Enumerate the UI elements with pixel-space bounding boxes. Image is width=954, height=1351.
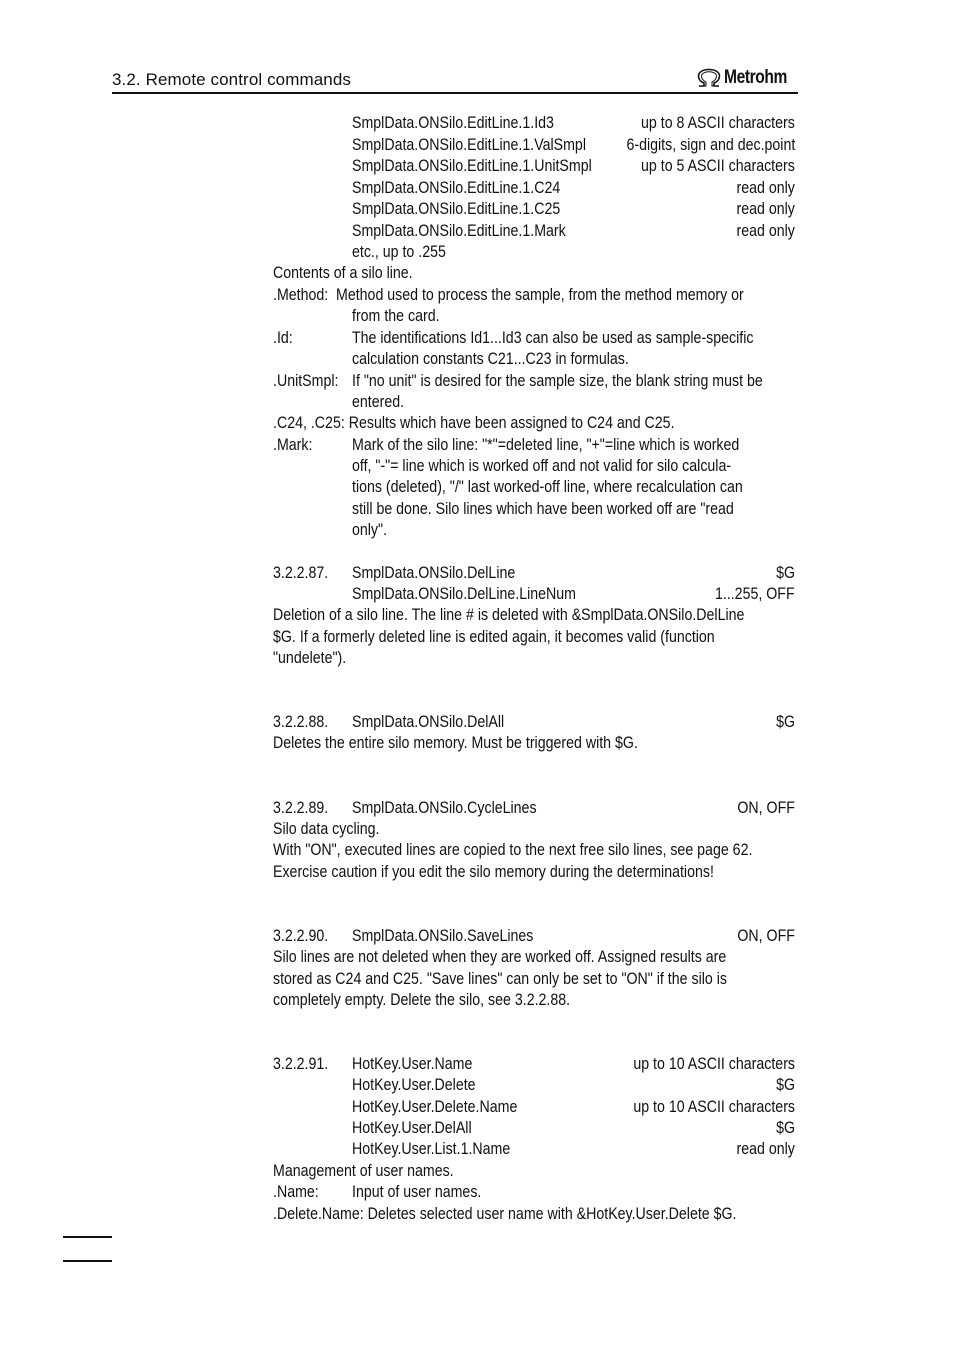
section-number-91: 3.2.2.91. bbox=[273, 1054, 329, 1073]
unitsmpl-text-2: entered. bbox=[352, 393, 405, 411]
val-editline-mark: read only bbox=[736, 221, 795, 240]
cmd-editline-unitsmpl: SmplData.ONSilo.EditLine.1.UnitSmpl bbox=[352, 157, 592, 175]
val-delline-linenum: 1...255, OFF bbox=[715, 585, 795, 603]
s90-text-3: completely empty. Delete the silo, see 3.2.2.88. bbox=[273, 991, 571, 1009]
mark-text-2: off, "-"= line which is worked off and not valid for silo calcula- bbox=[352, 457, 732, 475]
method-text-1: Method used to process the sample, from the method memory or bbox=[336, 285, 744, 304]
unitsmpl-text-1: If "no unit" is desired for the sample size, the blank string must be bbox=[352, 371, 763, 390]
mark-text-3: tions (deleted), "/" last worked-off line, where recalculation can bbox=[352, 478, 743, 496]
mark-text-1: Mark of the silo line: "*"=deleted line, "+"=line which is worked bbox=[352, 435, 740, 454]
brand-name: Metrohm bbox=[724, 67, 787, 88]
val-user-list-name: read only bbox=[736, 1140, 795, 1158]
s87-text-3: "undelete"). bbox=[273, 649, 347, 667]
val-delline: $G bbox=[776, 563, 795, 582]
s90-text-1: Silo lines are not deleted when they are worked off. Assigned results are bbox=[273, 948, 727, 966]
s89-text-3: Exercise caution if you edit the silo memory during the determinations! bbox=[273, 862, 714, 881]
val-user-delall: $G bbox=[776, 1118, 795, 1137]
name-text: Input of user names. bbox=[352, 1183, 482, 1201]
id-label: .Id: bbox=[273, 328, 293, 347]
method-label: .Method: bbox=[273, 285, 329, 304]
val-user-delete: $G bbox=[776, 1076, 795, 1094]
val-delall: $G bbox=[776, 712, 795, 731]
cmd-user-name: HotKey.User.Name bbox=[352, 1054, 473, 1073]
cmd-user-delall: HotKey.User.DelAll bbox=[352, 1118, 472, 1137]
cmd-user-list-name: HotKey.User.List.1.Name bbox=[352, 1140, 511, 1158]
mark-text-4: still be done. Silo lines which have been worked off are "read bbox=[352, 499, 734, 518]
val-user-name: up to 10 ASCII characters bbox=[633, 1054, 795, 1073]
mark-text-5: only". bbox=[352, 521, 388, 539]
cmd-editline-valsmpl: SmplData.ONSilo.EditLine.1.ValSmpl bbox=[352, 135, 586, 154]
cmd-delall: SmplData.ONSilo.DelAll bbox=[352, 712, 505, 731]
section-number-88: 3.2.2.88. bbox=[273, 712, 329, 731]
cmd-editline-c24: SmplData.ONSilo.EditLine.1.C24 bbox=[352, 178, 561, 197]
cmd-user-delete-name: HotKey.User.Delete.Name bbox=[352, 1097, 518, 1116]
val-editline-id3: up to 8 ASCII characters bbox=[641, 114, 795, 132]
s89-text-1: Silo data cycling. bbox=[273, 820, 380, 838]
section-number-87: 3.2.2.87. bbox=[273, 563, 329, 582]
s87-text-2: $G. If a formerly deleted line is edited again, it becomes valid (function bbox=[273, 627, 715, 646]
s90-text-2: stored as C24 and C25. "Save lines" can only be set to "ON" if the silo is bbox=[273, 969, 727, 988]
unitsmpl-label: .UnitSmpl: bbox=[273, 371, 339, 390]
cmd-savelines: SmplData.ONSilo.SaveLines bbox=[352, 926, 534, 945]
cmd-editline-id3: SmplData.ONSilo.EditLine.1.Id3 bbox=[352, 114, 554, 132]
s91-text-1: Management of user names. bbox=[273, 1161, 454, 1180]
omega-logo-icon bbox=[696, 68, 722, 88]
s87-text-1: Deletion of a silo line. The line # is deleted with &SmplData.ONSilo.DelLine bbox=[273, 606, 745, 624]
cmd-cyclelines: SmplData.ONSilo.CycleLines bbox=[352, 798, 537, 817]
cmd-editline-mark: SmplData.ONSilo.EditLine.1.Mark bbox=[352, 221, 566, 240]
val-user-delete-name: up to 10 ASCII characters bbox=[633, 1097, 795, 1116]
name-label: .Name: bbox=[273, 1183, 319, 1201]
id-text-2: calculation constants C21...C23 in formulas. bbox=[352, 350, 629, 368]
editline-description: Contents of a silo line. bbox=[273, 264, 413, 282]
editline-etc: etc., up to .255 bbox=[352, 243, 446, 261]
brand-logo bbox=[696, 66, 801, 90]
val-editline-c24: read only bbox=[736, 178, 795, 197]
s91-text-3: .Delete.Name: Deletes selected user name with &HotKey.User.Delete $G. bbox=[273, 1204, 737, 1223]
method-text-2: from the card. bbox=[352, 307, 440, 325]
section-number-90: 3.2.2.90. bbox=[273, 926, 329, 945]
mark-label: .Mark: bbox=[273, 435, 313, 454]
c24-c25-text: .C24, .C25: Results which have been assigned to C24 and C25. bbox=[273, 414, 675, 432]
s88-text-1: Deletes the entire silo memory. Must be triggered with $G. bbox=[273, 734, 638, 752]
cmd-user-delete: HotKey.User.Delete bbox=[352, 1076, 476, 1094]
section-number-89: 3.2.2.89. bbox=[273, 798, 329, 817]
cmd-editline-c25: SmplData.ONSilo.EditLine.1.C25 bbox=[352, 200, 561, 218]
footer-rule-1 bbox=[63, 1236, 112, 1238]
cmd-delline: SmplData.ONSilo.DelLine bbox=[352, 563, 516, 582]
s89-text-2: With "ON", executed lines are copied to the next free silo lines, see page 62. bbox=[273, 841, 753, 859]
header-rule bbox=[112, 92, 798, 94]
footer-rule-2 bbox=[63, 1260, 112, 1262]
val-savelines: ON, OFF bbox=[737, 926, 795, 945]
val-editline-c25: read only bbox=[736, 200, 795, 218]
val-editline-unitsmpl: up to 5 ASCII characters bbox=[641, 157, 795, 175]
id-text-1: The identifications Id1...Id3 can also be used as sample-specific bbox=[352, 328, 754, 347]
val-cyclelines: ON, OFF bbox=[737, 798, 795, 817]
cmd-delline-linenum: SmplData.ONSilo.DelLine.LineNum bbox=[352, 585, 576, 603]
section-title: 3.2. Remote control commands bbox=[112, 70, 352, 89]
val-editline-valsmpl: 6-digits, sign and dec.point bbox=[626, 135, 795, 154]
